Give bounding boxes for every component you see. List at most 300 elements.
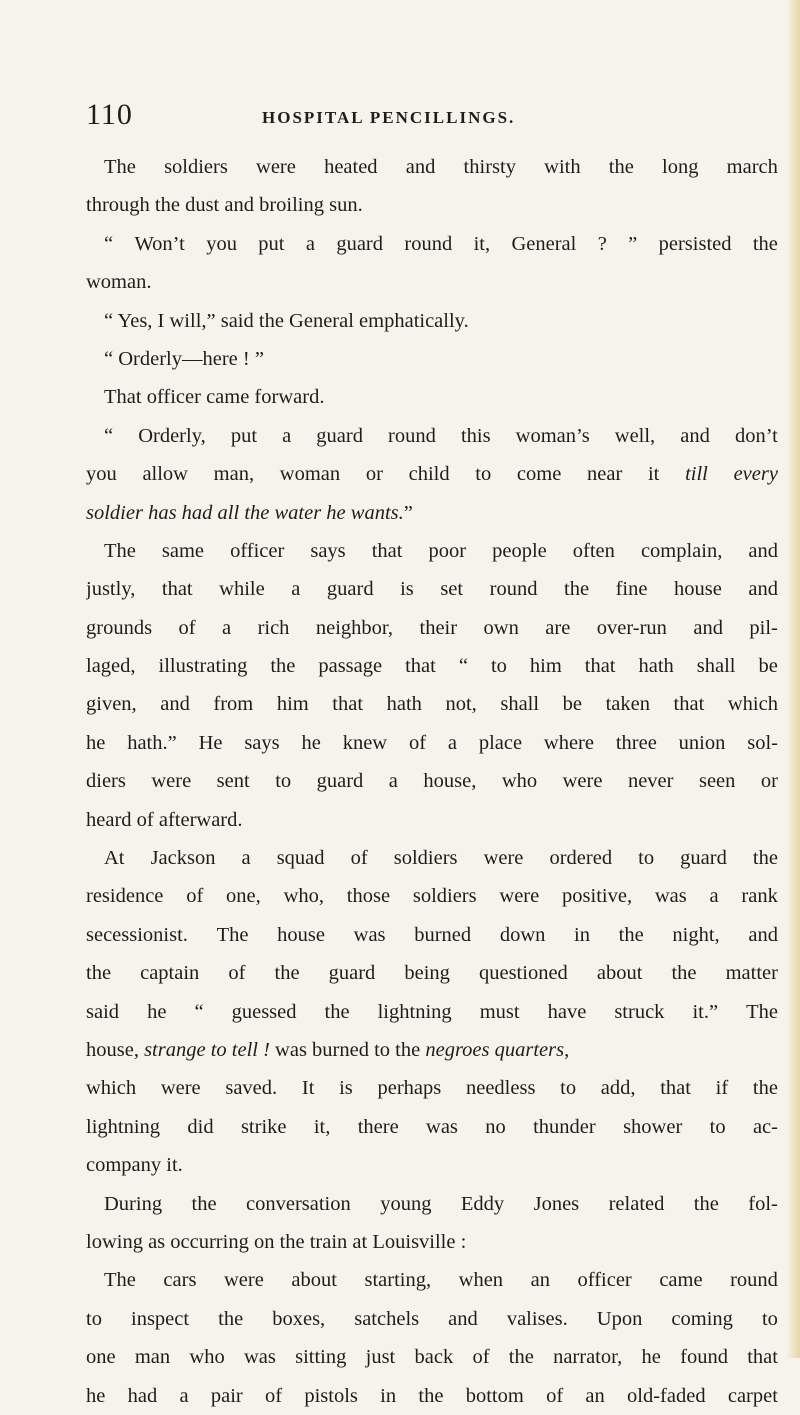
text-word: long — [662, 156, 699, 178]
text-word: he — [86, 731, 106, 754]
text-word: while — [219, 578, 265, 601]
text-word: which — [86, 1077, 137, 1100]
text-word: march — [726, 156, 778, 178]
text-word: a — [241, 847, 251, 870]
text-word: “ — [458, 655, 468, 678]
text-word: sitting — [295, 1346, 347, 1369]
text-word: squad — [276, 847, 325, 870]
text-word: thunder — [533, 1115, 596, 1138]
text-line — [86, 186, 778, 224]
text-word: guard — [326, 578, 374, 601]
text-word: the — [418, 1384, 444, 1407]
text-word: he — [86, 1384, 106, 1407]
text-word: to — [490, 655, 507, 678]
text-word: and — [748, 578, 778, 601]
text-word: thirsty — [463, 156, 516, 178]
text-word: to — [475, 463, 492, 486]
text-word: came — [659, 1269, 703, 1292]
text-line — [86, 455, 778, 493]
text-word: poor — [428, 539, 467, 562]
text-word: knew — [342, 731, 388, 754]
text-word: a — [282, 424, 292, 447]
text-word: was — [654, 885, 687, 908]
text-line — [86, 1108, 778, 1146]
text-word: that — [332, 693, 364, 716]
text-word: the — [693, 1192, 719, 1215]
text-word: add, — [600, 1077, 636, 1100]
text-segment: That officer came forward. — [104, 386, 325, 409]
text-word: the — [270, 655, 296, 678]
text-word: is — [339, 1077, 353, 1100]
text-line — [86, 877, 778, 915]
text-word: soldiers — [164, 156, 228, 178]
text-word: guard — [680, 847, 727, 870]
text-word: coming — [671, 1307, 733, 1330]
text-word: Eddy — [460, 1192, 505, 1215]
text-word: “ — [194, 1000, 204, 1023]
text-word: set — [440, 578, 464, 601]
text-line — [86, 954, 778, 992]
text-word: same — [161, 539, 205, 562]
text-word: young — [380, 1192, 432, 1215]
text-word: who, — [283, 885, 324, 908]
text-line — [86, 916, 778, 954]
text-word: the — [752, 847, 778, 870]
text-word: diers — [86, 770, 126, 793]
text-word: a — [291, 578, 301, 601]
text-word: if — [715, 1077, 729, 1100]
text-word: of — [178, 616, 196, 639]
text-segment: heard of afterward. — [86, 808, 243, 831]
text-word: complain, — [640, 539, 723, 562]
text-word: of — [186, 885, 204, 908]
text-word: a — [447, 731, 457, 754]
text-word: a — [388, 770, 398, 793]
text-line — [86, 263, 778, 301]
text-word: secessionist. — [86, 923, 188, 946]
text-word: shower — [623, 1115, 683, 1138]
text-word: that — [747, 1346, 778, 1369]
text-word: or — [760, 770, 778, 793]
text-word: round — [489, 578, 538, 601]
text-word: a — [305, 232, 315, 255]
text-word: have — [547, 1000, 587, 1023]
text-word: conversation — [246, 1192, 351, 1215]
text-word: or — [365, 463, 383, 486]
text-word: and — [680, 424, 710, 447]
text-word: him — [529, 655, 562, 678]
text-word: child — [408, 463, 450, 486]
text-word: of — [350, 847, 368, 870]
text-word: the — [324, 1000, 350, 1023]
text-word: that — [673, 693, 705, 716]
text-word: did — [187, 1115, 214, 1138]
text-word: one — [86, 1346, 116, 1369]
text-word: Jackson — [150, 847, 216, 870]
text-word: to — [86, 1307, 102, 1330]
text-line — [86, 724, 778, 762]
text-segment: “ Orderly—here ! ” — [104, 347, 264, 370]
text-word: where — [543, 731, 594, 754]
text-segment: ” — [403, 501, 413, 524]
text-word: from — [213, 693, 254, 716]
text-word: said — [86, 1000, 120, 1023]
text-segment: through the dust and broiling sun. — [86, 194, 363, 217]
text-word: hath — [638, 655, 674, 678]
text-word: saved. — [225, 1077, 278, 1100]
text-line — [86, 647, 778, 685]
text-word: he — [147, 1000, 167, 1023]
text-word: come — [516, 463, 562, 486]
text-word: the — [218, 1307, 244, 1330]
text-line — [86, 609, 778, 647]
text-word: taken — [605, 693, 650, 716]
text-line — [86, 570, 778, 608]
text-line — [86, 839, 778, 877]
text-word: found — [680, 1346, 728, 1369]
text-word: guessed — [231, 1000, 297, 1023]
text-word: and — [748, 539, 778, 562]
text-word: it, — [473, 232, 491, 255]
text-line — [86, 340, 778, 378]
text-word: was — [243, 1346, 276, 1369]
text-word: valises. — [506, 1307, 568, 1330]
text-word: one, — [226, 885, 261, 908]
text-word: that — [584, 655, 616, 678]
text-word: and — [405, 156, 436, 178]
text-word: you — [86, 463, 117, 486]
page-edge — [786, 0, 800, 1358]
text-line — [86, 494, 778, 532]
text-word: are — [545, 616, 571, 639]
page-header — [86, 98, 766, 132]
text-word: to — [761, 1307, 778, 1330]
text-word: back — [414, 1346, 454, 1369]
text-word: of — [228, 962, 246, 985]
text-word: own — [483, 616, 519, 639]
text-word: down — [499, 923, 546, 946]
text-word: persisted — [658, 232, 732, 255]
text-word: of — [408, 731, 427, 754]
text-line — [86, 1185, 778, 1223]
text-word: in — [574, 923, 590, 946]
text-word: heated — [324, 156, 378, 178]
text-word: about — [291, 1269, 337, 1292]
text-word: an — [530, 1269, 550, 1292]
text-line — [86, 801, 778, 839]
text-word: were — [223, 1269, 264, 1292]
text-word: were — [562, 770, 603, 793]
text-word: about — [596, 962, 643, 985]
text-word: the — [671, 962, 697, 985]
text-word: those — [346, 885, 391, 908]
text-word: was — [426, 1115, 458, 1138]
text-segment: house, — [86, 1038, 145, 1061]
text-word: the — [564, 578, 590, 601]
text-word: inspect — [131, 1307, 190, 1330]
text-word: to — [638, 847, 655, 870]
italic-segment: strange to tell ! — [144, 1038, 270, 1061]
text-word: Orderly, — [138, 424, 206, 447]
text-word: put — [230, 424, 258, 447]
text-word: the — [608, 156, 634, 178]
text-segment: , — [564, 1038, 570, 1061]
text-word: that — [405, 655, 436, 678]
text-word: It — [301, 1077, 315, 1100]
text-line — [86, 685, 778, 723]
text-word: guard — [336, 232, 384, 255]
text-word: lightning — [377, 1000, 452, 1023]
text-word: that — [660, 1077, 691, 1100]
text-word: were — [151, 770, 192, 793]
text-word: neighbor, — [315, 616, 394, 639]
text-word: rank — [741, 885, 778, 908]
text-word: says — [310, 539, 346, 562]
text-word: officer — [577, 1269, 632, 1292]
text-word: and — [448, 1307, 478, 1330]
text-word: ac- — [752, 1115, 778, 1138]
text-word: positive, — [562, 885, 633, 908]
text-line — [86, 1146, 778, 1184]
text-word: “ — [104, 232, 114, 255]
text-segment: was burned to the — [269, 1038, 426, 1061]
text-word: the — [191, 1192, 217, 1215]
text-word: struck — [614, 1000, 665, 1023]
text-word: he — [301, 731, 321, 754]
text-word: the — [508, 1346, 534, 1369]
text-line — [86, 1031, 778, 1069]
text-word: matter — [725, 962, 778, 985]
text-word: says — [244, 731, 280, 754]
text-word: were — [160, 1077, 201, 1100]
text-word: bottom — [465, 1384, 524, 1407]
page-number: 110 — [86, 98, 133, 131]
text-word: people — [492, 539, 547, 562]
text-word: an — [585, 1384, 605, 1407]
text-word: fol- — [748, 1192, 778, 1215]
text-word: well, — [614, 424, 656, 447]
text-word: During — [104, 1192, 163, 1215]
text-word: woman — [279, 463, 341, 486]
text-line — [86, 302, 778, 340]
text-word: it — [647, 463, 660, 486]
italic-word: till — [685, 463, 708, 486]
text-word: house — [277, 923, 325, 946]
text-word: must — [479, 1000, 520, 1023]
text-word: burned — [414, 923, 472, 946]
text-word: He — [198, 731, 223, 754]
text-word: related — [608, 1192, 665, 1215]
text-word: the — [618, 923, 644, 946]
text-word: The — [746, 1000, 778, 1023]
text-word: three — [615, 731, 657, 754]
text-word: ordered — [549, 847, 613, 870]
text-word: grounds — [86, 616, 153, 639]
text-word: pistols — [304, 1384, 358, 1407]
text-word: satchels — [354, 1307, 420, 1330]
text-word: being — [404, 962, 450, 985]
text-word: there — [357, 1115, 399, 1138]
text-word: a — [222, 616, 232, 639]
text-word: lightning — [86, 1115, 161, 1138]
text-word: The — [104, 156, 136, 178]
text-word: General — [511, 232, 577, 255]
text-word: the — [752, 1077, 778, 1100]
text-word: night, — [672, 923, 720, 946]
text-word: near — [587, 463, 623, 486]
text-word: house, — [423, 770, 477, 793]
text-segment: lowing as occurring on the train at Louisville : — [86, 1230, 467, 1253]
italic-segment: soldier has had all the water he wants. — [86, 501, 404, 524]
text-word: guard — [328, 962, 376, 985]
text-word: given, — [86, 693, 137, 716]
running-head: HOSPITAL PENCILLINGS. — [262, 108, 516, 127]
text-segment: “ Yes, I will,” said the General emphatically. — [104, 309, 469, 332]
text-word: place — [478, 731, 523, 754]
page-body-text — [86, 148, 778, 1415]
text-word: who — [189, 1346, 225, 1369]
text-word: with — [544, 156, 581, 178]
text-word: Upon — [596, 1307, 643, 1330]
text-word: union — [678, 731, 726, 754]
text-word: when — [458, 1269, 504, 1292]
text-word: round — [388, 424, 436, 447]
text-word: man — [134, 1346, 171, 1369]
text-word: ” — [628, 232, 638, 255]
text-line — [86, 225, 778, 263]
text-word: house — [673, 578, 722, 601]
text-word: carpet — [727, 1384, 778, 1407]
text-word: round — [730, 1269, 778, 1292]
text-word: you — [206, 232, 237, 255]
text-word: a — [709, 885, 719, 908]
text-word: pair — [210, 1384, 243, 1407]
text-word: justly, — [86, 578, 136, 601]
text-line — [86, 417, 778, 455]
text-word: of — [472, 1346, 490, 1369]
text-word: soldiers — [412, 885, 477, 908]
text-word: and — [693, 616, 723, 639]
italic-segment: negroes quarters — [425, 1038, 565, 1061]
text-word: their — [419, 616, 458, 639]
text-word: guard — [316, 770, 364, 793]
text-word: that — [161, 578, 193, 601]
text-word: allow — [142, 463, 188, 486]
text-line — [86, 1377, 778, 1415]
text-word: guard — [316, 424, 363, 447]
text-word: shall — [500, 693, 540, 716]
text-word: no — [485, 1115, 506, 1138]
text-word: to — [560, 1077, 577, 1100]
text-line — [86, 1338, 778, 1376]
text-segment: company it. — [86, 1154, 183, 1177]
text-word: over-run — [596, 616, 667, 639]
text-word: residence — [86, 885, 164, 908]
italic-word: every — [733, 463, 778, 486]
text-word: the — [274, 962, 300, 985]
text-word: woman’s — [515, 424, 590, 447]
text-word: sol- — [747, 731, 778, 754]
text-word: needless — [465, 1077, 536, 1100]
text-word: the — [752, 232, 778, 255]
text-line — [86, 148, 778, 186]
text-word: sent — [216, 770, 250, 793]
text-word: which — [727, 693, 778, 716]
text-word: it, — [313, 1115, 331, 1138]
text-word: soldiers — [393, 847, 458, 870]
text-word: of — [265, 1384, 283, 1407]
text-word: rich — [257, 616, 290, 639]
text-word: were — [499, 885, 540, 908]
text-word: ? — [597, 232, 607, 255]
text-word: laged, — [86, 655, 136, 678]
text-word: The — [104, 1269, 136, 1292]
text-word: narrator, — [553, 1346, 623, 1369]
text-word: Won’t — [134, 232, 185, 255]
text-word: were — [256, 156, 296, 178]
text-word: in — [380, 1384, 397, 1407]
text-word: it.” — [692, 1000, 719, 1023]
text-word: starting, — [364, 1269, 432, 1292]
text-word: old-faded — [627, 1384, 706, 1407]
text-word: illustrating — [158, 655, 248, 678]
text-word: Jones — [533, 1192, 580, 1215]
text-word: round — [404, 232, 453, 255]
text-word: of — [546, 1384, 564, 1407]
text-word: a — [179, 1384, 189, 1407]
text-line — [86, 532, 778, 570]
text-word: captain — [140, 962, 200, 985]
text-word: don’t — [734, 424, 778, 447]
text-line — [86, 378, 778, 416]
text-word: pil- — [749, 616, 778, 639]
text-word: had — [127, 1384, 158, 1407]
text-word: who — [501, 770, 538, 793]
text-line — [86, 1069, 778, 1107]
text-word: be — [758, 655, 778, 678]
text-word: hath — [386, 693, 422, 716]
text-word: often — [572, 539, 615, 562]
text-word: perhaps — [377, 1077, 442, 1100]
text-word: to — [275, 770, 292, 793]
text-word: not, — [445, 693, 477, 716]
text-word: put — [258, 232, 285, 255]
text-word: is — [400, 578, 414, 601]
text-word: and — [748, 923, 778, 946]
text-word: shall — [696, 655, 736, 678]
text-word: and — [160, 693, 190, 716]
text-word: strike — [240, 1115, 287, 1138]
text-word: questioned — [478, 962, 568, 985]
text-line — [86, 993, 778, 1031]
text-word: man, — [213, 463, 255, 486]
text-word: just — [365, 1346, 396, 1369]
text-word: passage — [318, 655, 383, 678]
text-line — [86, 1261, 778, 1299]
text-word: were — [483, 847, 524, 870]
text-word: At — [104, 847, 125, 870]
text-line — [86, 1300, 778, 1338]
text-word: “ — [104, 424, 114, 447]
text-word: hath.” — [127, 731, 177, 754]
text-word: officer — [230, 539, 285, 562]
text-word: that — [371, 539, 403, 562]
text-word: seen — [698, 770, 736, 793]
text-word: to — [709, 1115, 726, 1138]
text-word: never — [627, 770, 674, 793]
text-word: The — [216, 923, 249, 946]
text-word: boxes, — [272, 1307, 326, 1330]
